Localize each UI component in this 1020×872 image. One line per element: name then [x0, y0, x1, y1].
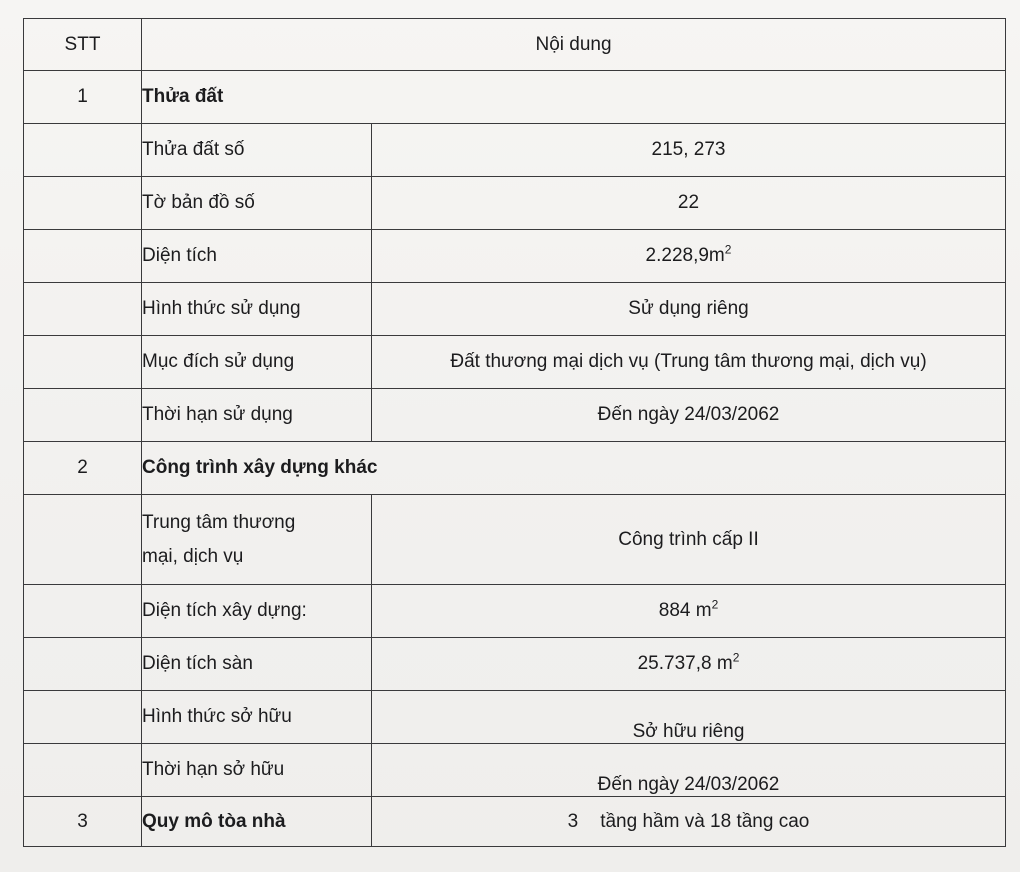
label-line-2: mại, dịch vụ [142, 545, 244, 567]
empty-stt-cell [24, 585, 142, 638]
basement-count: 3 [567, 810, 579, 832]
empty-stt-cell [24, 638, 142, 691]
table-row [24, 283, 1006, 336]
empty-stt-cell [24, 124, 142, 177]
table-row [24, 691, 1006, 744]
empty-stt-cell [24, 336, 142, 389]
table-row [24, 230, 1006, 283]
construction-area-text: 884 m [658, 600, 712, 621]
empty-stt-cell [24, 495, 142, 585]
table-row [24, 177, 1006, 230]
floor-area-text: 25.737,8 m [637, 653, 733, 674]
row-label-usage-form: Hình thức sử dụng [142, 283, 372, 336]
row-value-building-scale [372, 797, 1006, 847]
empty-stt-cell [24, 744, 142, 797]
empty-stt-cell [24, 283, 142, 336]
table-header-row [24, 19, 1006, 71]
table-row [24, 638, 1006, 691]
section-row-3 [24, 797, 1006, 847]
section-title-2: Công trình xây dựng khác [142, 442, 1006, 495]
construction-area-unit-superscript: 2 [711, 597, 719, 612]
section-row-2 [24, 442, 1006, 495]
row-value-ownership-term: Đến ngày 24/03/2062 [372, 744, 1006, 797]
area-unit-superscript: 2 [724, 242, 732, 257]
table-row [24, 495, 1006, 585]
empty-stt-cell [24, 389, 142, 442]
row-value-land-plot-number: 215, 273 [372, 124, 1006, 177]
row-label-commercial-center [142, 495, 372, 585]
building-scale-text: tầng hầm và 18 tầng cao [600, 810, 810, 832]
floor-area-unit-superscript: 2 [732, 650, 740, 665]
section-number-2: 2 [24, 442, 142, 495]
section-title-3: Quy mô tòa nhà [142, 797, 372, 847]
row-value-map-sheet-number: 22 [372, 177, 1006, 230]
row-value-area [372, 230, 1006, 283]
table-row [24, 336, 1006, 389]
row-value-ownership-form: Sở hữu riêng [372, 691, 1006, 744]
row-value-construction-area [372, 585, 1006, 638]
empty-stt-cell [24, 691, 142, 744]
row-label-usage-term: Thời hạn sử dụng [142, 389, 372, 442]
table-row [24, 124, 1006, 177]
row-label-land-plot-number: Thửa đất số [142, 124, 372, 177]
property-info-table [23, 18, 1006, 847]
row-label-ownership-form: Hình thức sở hữu [142, 691, 372, 744]
label-line-1: Trung tâm thương [142, 511, 296, 533]
table-row [24, 744, 1006, 797]
row-label-ownership-term: Thời hạn sở hữu [142, 744, 372, 797]
row-label-area: Diện tích [142, 230, 372, 283]
table-row [24, 389, 1006, 442]
row-label-usage-purpose: Mục đích sử dụng [142, 336, 372, 389]
header-content: Nội dung [142, 19, 1006, 71]
section-number-1: 1 [24, 71, 142, 124]
row-value-usage-term: Đến ngày 24/03/2062 [372, 389, 1006, 442]
row-label-construction-area: Diện tích xây dựng: [142, 585, 372, 638]
row-value-usage-form: Sử dụng riêng [372, 283, 1006, 336]
row-value-construction-grade: Công trình cấp II [372, 495, 1006, 585]
section-number-3: 3 [24, 797, 142, 847]
row-value-usage-purpose: Đất thương mại dịch vụ (Trung tâm thương mại, dịch vụ) [372, 336, 1006, 389]
empty-stt-cell [24, 230, 142, 283]
row-label-map-sheet-number: Tờ bản đồ số [142, 177, 372, 230]
row-label-floor-area: Diện tích sàn [142, 638, 372, 691]
row-value-floor-area [372, 638, 1006, 691]
section-row-1 [24, 71, 1006, 124]
empty-stt-cell [24, 177, 142, 230]
area-value-text: 2.228,9m [645, 245, 725, 266]
table-row [24, 585, 1006, 638]
header-stt: STT [24, 19, 142, 71]
section-title-1: Thửa đất [142, 71, 1006, 124]
